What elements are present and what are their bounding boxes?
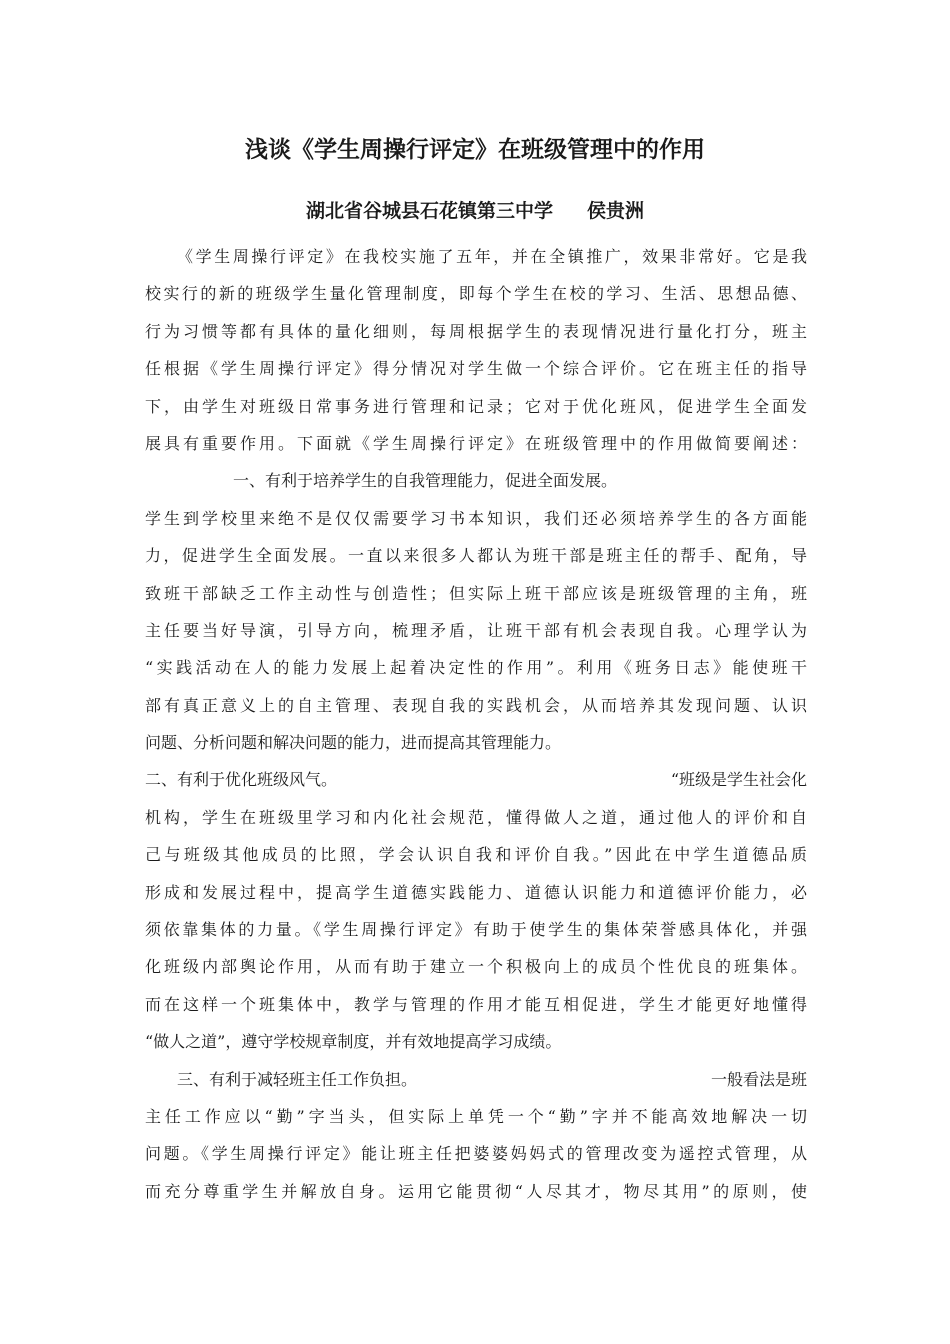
- section3-line: 而充分尊重学生并解放自身。运用它能贯彻“人尽其才，物尽其用”的原则，使: [145, 1181, 807, 1201]
- section1-line: 部有真正意义上的自主管理、表现自我的实践机会，从而培养其发现问题、认识: [145, 695, 807, 715]
- section2-line: 机构，学生在班级里学习和内化社会规范，懂得做人之道，通过他人的评价和自: [145, 807, 807, 827]
- section2-lead: “班级是学生社会化: [670, 770, 807, 790]
- section1-line: 力，促进学生全面发展。一直以来很多人都认为班干部是班主任的帮手、配角，导: [145, 546, 807, 566]
- section2-line: 须依靠集体的力量。《学生周操行评定》有助于使学生的集体荣誉感具体化，并强: [145, 920, 807, 940]
- section1-line: 主任要当好导演，引导方向，梳理矛盾，让班干部有机会表现自我。心理学认为: [145, 620, 807, 640]
- section2-line: “做人之道”，遵守学校规章制度，并有效地提高学习成绩。: [145, 1032, 562, 1052]
- byline: [0, 193, 950, 229]
- document-body: [145, 238, 807, 1210]
- section2-line: 己与班级其他成员的比照，学会认识自我和评价自我。”因此在中学生道德品质: [145, 845, 807, 865]
- intro-line: 《学生周操行评定》在我校实施了五年，并在全镇推广，效果非常好。它是我: [177, 247, 807, 266]
- section1-heading: 一、有利于培养学生的自我管理能力，促进全面发展。: [233, 471, 618, 491]
- section1-line: “实践活动在人的能力发展上起着决定性的作用”。利用《班务日志》能使班干: [145, 658, 807, 678]
- section1-line: 问题、分析问题和解决问题的能力，进而提高其管理能力。: [145, 733, 562, 753]
- intro-line: 展具有重要作用。下面就《学生周操行评定》在班级管理中的作用做简要阐述：: [145, 433, 807, 453]
- document-title: 浅谈《学生周操行评定》在班级管理中的作用: [245, 137, 705, 163]
- section1-line: 致班干部缺乏工作主动性与创造性；但实际上班干部应该是班级管理的主角，班: [145, 583, 807, 603]
- section1-line: 学生到学校里来绝不是仅仅需要学习书本知识，我们还必须培养学生的各方面能: [145, 508, 807, 528]
- section3-heading-row: [145, 1061, 807, 1098]
- intro-line: 下，由学生对班级日常事务进行管理和记录；它对于优化班风，促进学生全面发: [145, 396, 807, 416]
- section3-lead: 一般看法是班: [710, 1069, 807, 1089]
- section2-line: 而在这样一个班集体中，教学与管理的作用才能互相促进，学生才能更好地懂得: [145, 994, 807, 1014]
- section3-line: 问题。《学生周操行评定》能让班主任把婆婆妈妈式的管理改变为遥控式管理，从: [145, 1144, 807, 1164]
- section2-heading: 二、有利于优化班级风气。: [145, 770, 338, 790]
- byline-author: 侯贵洲: [587, 200, 645, 222]
- byline-school: 湖北省谷城县石花镇第三中学: [305, 200, 553, 222]
- section2-line: 形成和发展过程中，提高学生道德实践能力、道德认识能力和道德评价能力，必: [145, 882, 807, 902]
- section3-line: 主任工作应以“勤”字当头，但实际上单凭一个“勤”字并不能高效地解决一切: [145, 1106, 807, 1126]
- intro-line: 校实行的新的班级学生量化管理制度，即每个学生在校的学习、生活、思想品德、: [145, 284, 807, 304]
- section2-heading-row: [145, 761, 807, 798]
- section3-heading: 三、有利于减轻班主任工作负担。: [177, 1069, 418, 1089]
- intro-line: 行为习惯等都有具体的量化细则，每周根据学生的表现情况进行量化打分，班主: [145, 321, 807, 341]
- intro-line: 任根据《学生周操行评定》得分情况对学生做一个综合评价。它在班主任的指导: [145, 359, 807, 379]
- section2-line: 化班级内部舆论作用，从而有助于建立一个积极向上的成员个性优良的班集体。: [145, 957, 807, 977]
